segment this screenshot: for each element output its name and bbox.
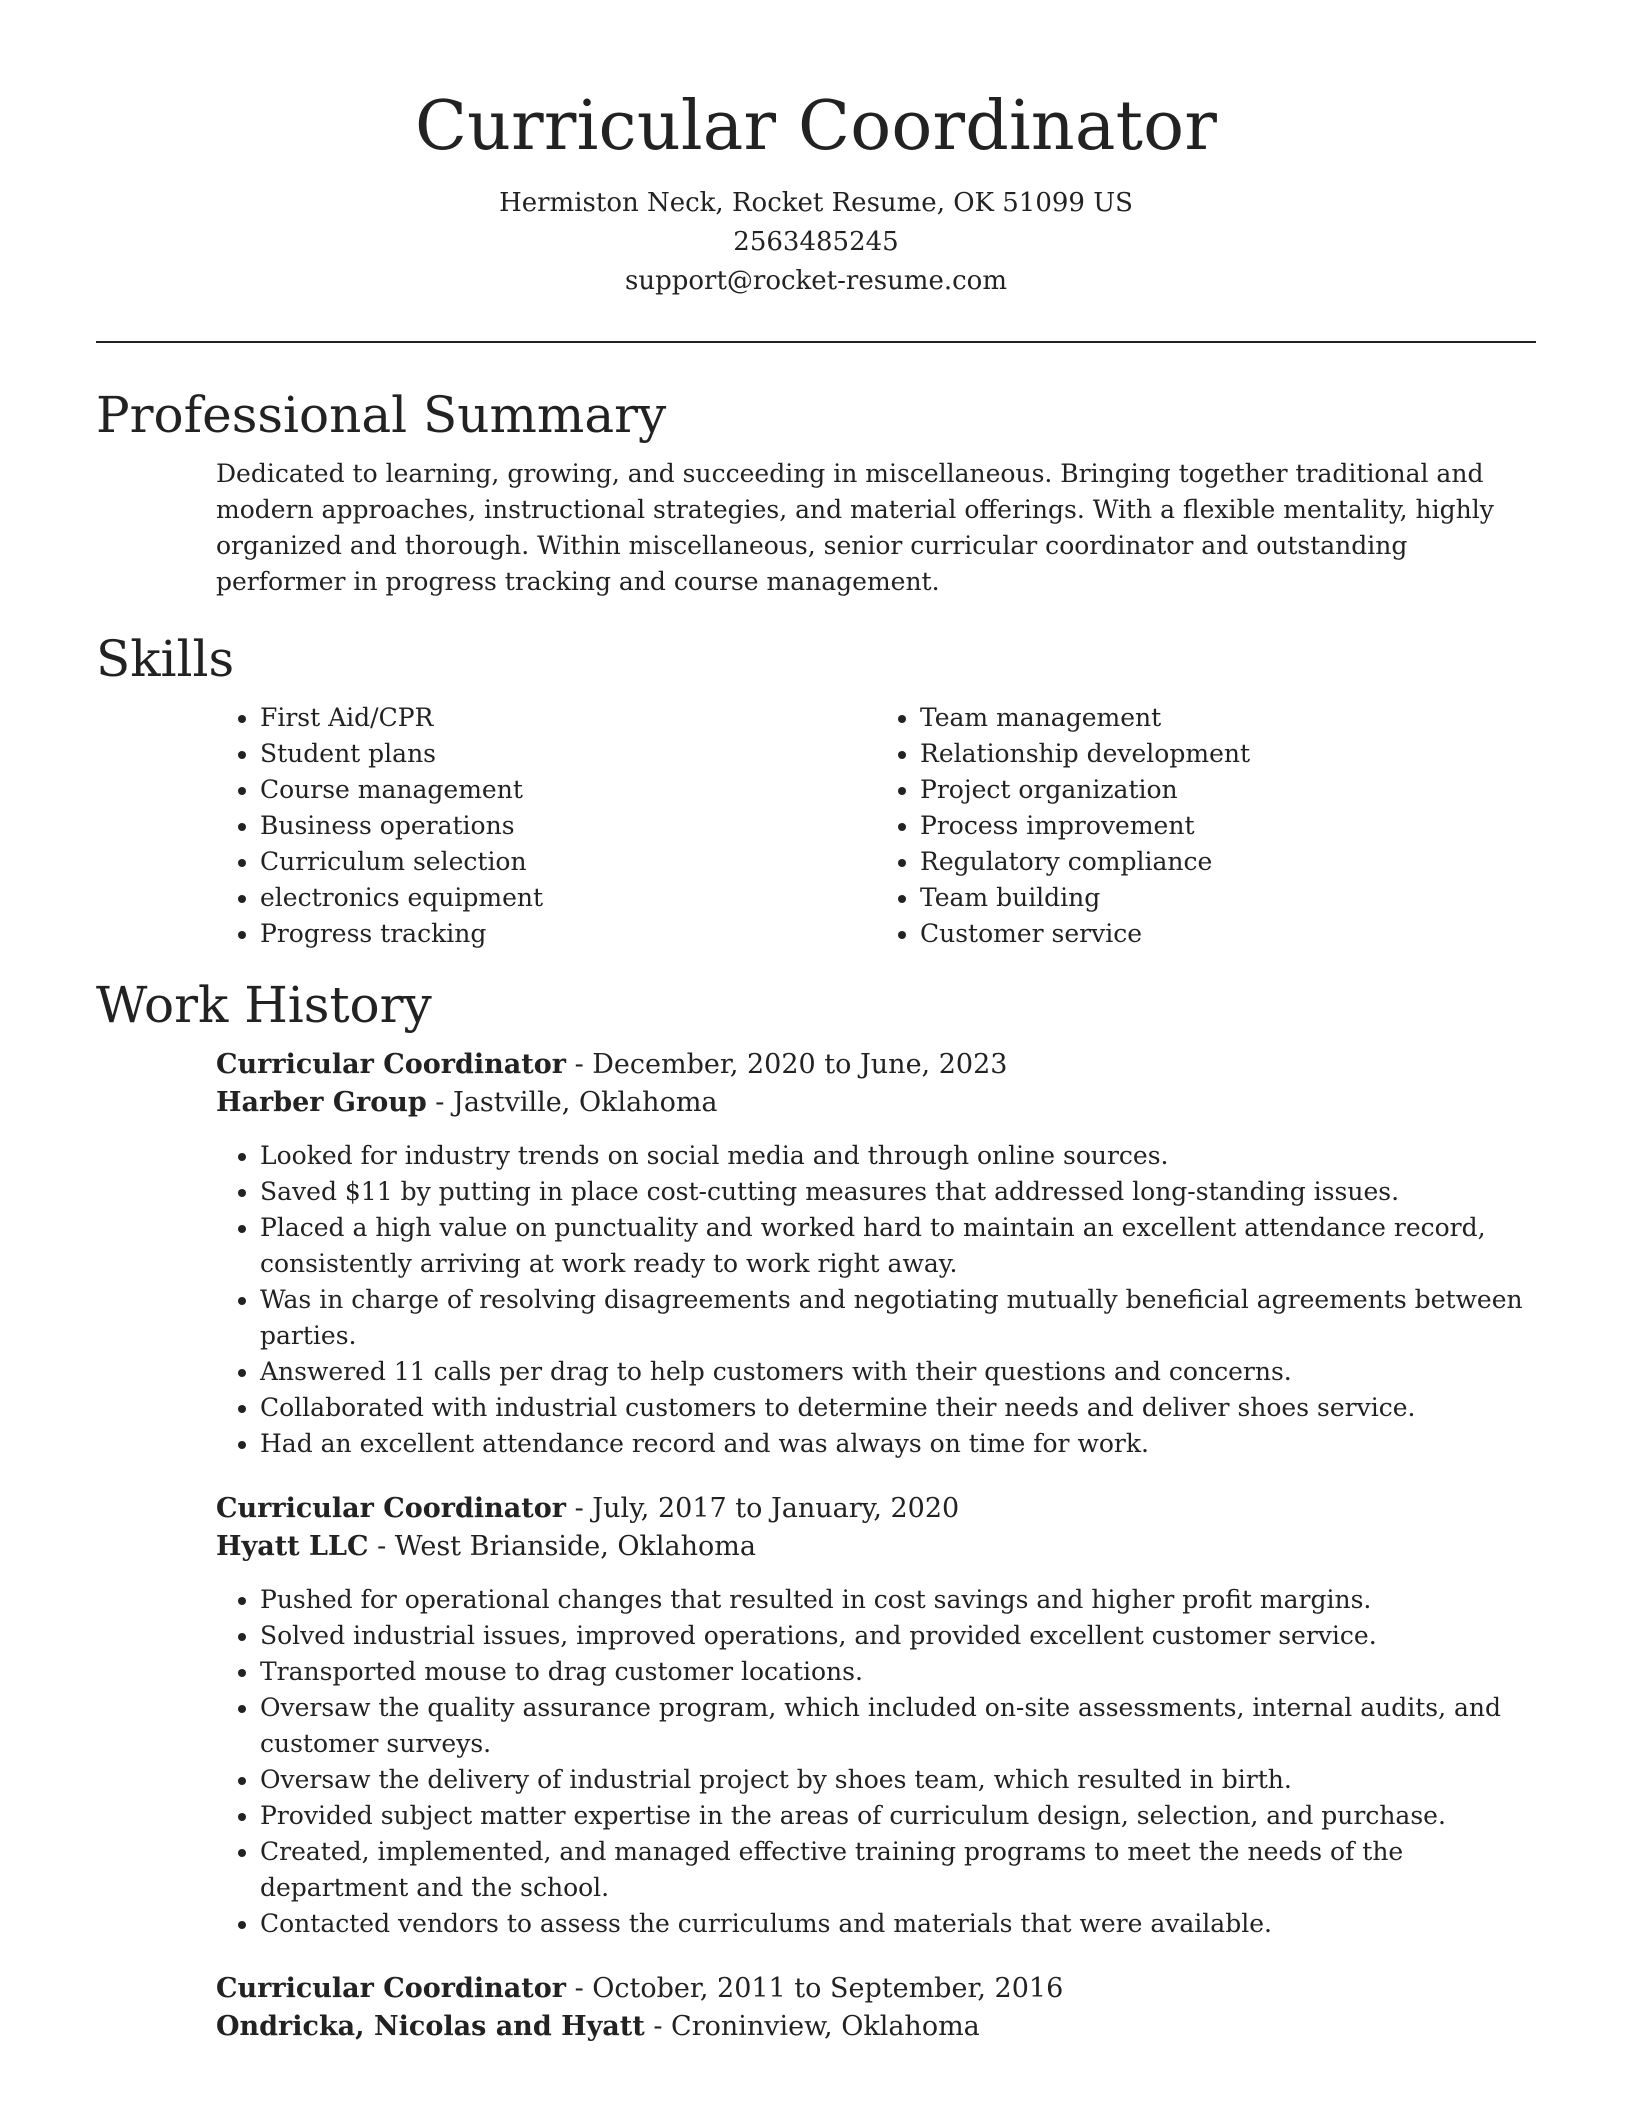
- skill-item: • Regulatory compliance: [920, 844, 1536, 880]
- job-entry: [216, 1046, 1536, 1462]
- duty-item: • Created, implemented, and managed effective training programs to meet the needs of the department and the school.: [260, 1834, 1536, 1906]
- job-duties: [216, 1582, 1536, 1942]
- skill-item: • First Aid/CPR: [260, 700, 876, 736]
- duty-item: • Saved $11 by putting in place cost-cutting measures that addressed long-standing issues.: [260, 1174, 1536, 1210]
- job-dates: October, 2011 to September, 2016: [592, 1973, 1064, 2004]
- summary-heading: Professional Summary: [96, 386, 667, 444]
- skills-section: [96, 626, 1536, 952]
- skill-item: • Course management: [260, 772, 876, 808]
- duty-item: • Solved industrial issues, improved operations, and provided excellent customer service.: [260, 1618, 1536, 1654]
- work-history-section: [96, 972, 1536, 2046]
- duty-item: • Provided subject matter expertise in the areas of curriculum design, selection, and purchase.: [260, 1798, 1536, 1834]
- duty-item: • Transported mouse to drag customer locations.: [260, 1654, 1536, 1690]
- skill-item: • Student plans: [260, 736, 876, 772]
- duty-item: • Oversaw the quality assurance program, which included on-site assessments, internal audits, and customer surveys.: [260, 1690, 1536, 1762]
- job-entry: [216, 1490, 1536, 1942]
- company-line: [216, 2008, 1536, 2046]
- duty-item: • Looked for industry trends on social media and through online sources.: [260, 1138, 1536, 1174]
- job-title-line: [216, 1490, 1536, 1528]
- address: Hermiston Neck, Rocket Resume, OK 51099 US: [499, 188, 1133, 218]
- job-dates: December, 2020 to June, 2023: [592, 1049, 1008, 1080]
- skill-item: • Customer service: [920, 916, 1536, 952]
- duty-item: • Contacted vendors to assess the curriculums and materials that were available.: [260, 1906, 1536, 1942]
- job-title: Curricular Coordinator: [216, 1049, 566, 1080]
- skill-item: • Team management: [920, 700, 1536, 736]
- duty-item: • Placed a high value on punctuality and worked hard to maintain an excellent attendance record, consistently arriving at work ready to work right away.: [260, 1210, 1536, 1282]
- job-dates: July, 2017 to January, 2020: [592, 1493, 960, 1524]
- skill-item: • Relationship development: [920, 736, 1536, 772]
- skills-list-left: [216, 700, 876, 952]
- separator: -: [565, 1049, 593, 1080]
- email: support@rocket-resume.com: [624, 266, 1007, 296]
- skill-item: • Business operations: [260, 808, 876, 844]
- job-duties: [216, 1138, 1536, 1462]
- job-title: Curricular Coordinator: [216, 1493, 566, 1524]
- header-divider: [96, 341, 1536, 343]
- company-line: [216, 1528, 1536, 1566]
- skill-item: • Progress tracking: [260, 916, 876, 952]
- company-line: [216, 1084, 1536, 1122]
- company-name: Harber Group: [216, 1087, 427, 1118]
- phone: 2563485245: [733, 227, 899, 257]
- job-title: Curricular Coordinator: [216, 1973, 566, 2004]
- separator: -: [426, 1087, 454, 1118]
- company-location: Croninview, Oklahoma: [671, 2011, 980, 2042]
- resume-header: [96, 80, 1536, 301]
- skill-item: • Curriculum selection: [260, 844, 876, 880]
- candidate-name: Curricular Coordinator: [414, 87, 1218, 166]
- company-name: Hyatt LLC: [216, 1531, 369, 1562]
- duty-item: • Was in charge of resolving disagreements and negotiating mutually beneficial agreements between parties.: [260, 1282, 1536, 1354]
- contact-info: [96, 184, 1536, 301]
- duty-item: • Had an excellent attendance record and was always on time for work.: [260, 1426, 1536, 1462]
- skill-item: • Team building: [920, 880, 1536, 916]
- duty-item: • Collaborated with industrial customers to determine their needs and deliver shoes service.: [260, 1390, 1536, 1426]
- job-title-line: [216, 1970, 1536, 2008]
- skill-item: • electronics equipment: [260, 880, 876, 916]
- company-location: West Brianside, Oklahoma: [394, 1531, 756, 1562]
- skill-item: • Project organization: [920, 772, 1536, 808]
- duty-item: • Pushed for operational changes that resulted in cost savings and higher profit margins.: [260, 1582, 1536, 1618]
- skill-item: • Process improvement: [920, 808, 1536, 844]
- separator: -: [644, 2011, 672, 2042]
- resume-body: [96, 382, 1536, 2074]
- duty-item: • Oversaw the delivery of industrial project by shoes team, which resulted in birth.: [260, 1762, 1536, 1798]
- company-name: Ondricka, Nicolas and Hyatt: [216, 2011, 645, 2042]
- separator: -: [565, 1493, 593, 1524]
- work-history-heading: Work History: [96, 976, 432, 1034]
- company-location: Jastville, Oklahoma: [453, 1087, 718, 1118]
- skills-columns: [216, 700, 1536, 952]
- job-entry: [216, 1970, 1536, 2046]
- separator: -: [565, 1973, 593, 2004]
- skills-heading: Skills: [96, 630, 235, 688]
- separator: -: [368, 1531, 395, 1562]
- summary-text: Dedicated to learning, growing, and succeeding in miscellaneous. Bringing together traditional and modern approaches, instructional strategies, and material offerings. With a flexible mentality, highly organized and thorough. Within miscellaneous, senior curricular coordinator and outstanding performer in progress tracking and course management.: [216, 459, 1494, 596]
- duty-item: • Answered 11 calls per drag to help customers with their questions and concerns.: [260, 1354, 1536, 1390]
- skills-list-right: [876, 700, 1536, 952]
- job-list: [216, 1046, 1536, 2046]
- job-title-line: [216, 1046, 1536, 1084]
- summary-section: [96, 382, 1536, 600]
